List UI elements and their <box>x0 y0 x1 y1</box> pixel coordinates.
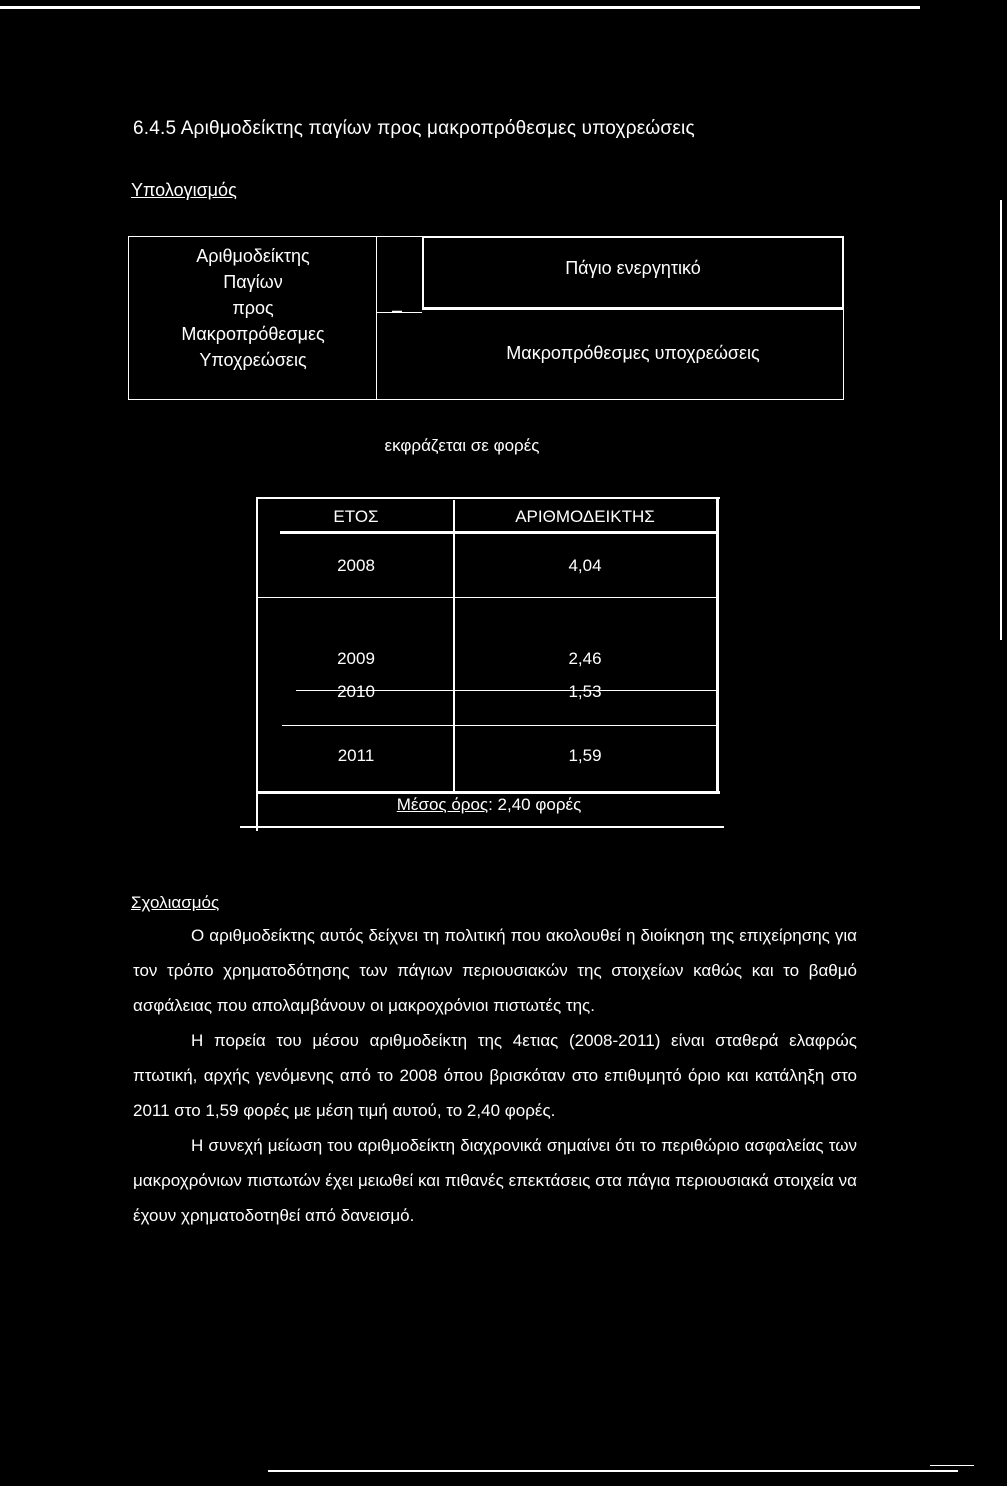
top-border-line <box>0 6 920 9</box>
ratio-name-line: Αριθμοδείκτης <box>196 246 310 266</box>
commentary-paragraph: Η συνεχή μείωση του αριθμοδείκτη διαχρονικά σημαίνει ότι το περιθώριο ασφαλείας των μακροχρόνιων πιστωτών έχει μειωθεί και πιθανές επεκτάσεις στα πάγια περιουσιακά στοιχεία να έχουν χρηματοδοτηθεί από δανεισμό. <box>133 1136 857 1225</box>
table-bottom-line <box>240 826 724 828</box>
average-row <box>258 795 720 815</box>
table-row-line <box>258 791 720 794</box>
commentary-body <box>133 918 857 1233</box>
row-value: 4,04 <box>568 556 602 575</box>
header-year: ΕΤΟΣ <box>333 507 379 526</box>
calculation-subheading: Υπολογισμός <box>131 180 237 200</box>
average-label: Μέσος όρος <box>396 795 489 814</box>
row-year: 2011 <box>337 746 375 765</box>
row-year: 2010 <box>337 682 375 701</box>
section-heading: 6.4.5 Αριθμοδείκτης παγίων προς μακροπρόθεσμες υποχρεώσεις <box>133 118 695 139</box>
commentary-paragraph: Ο αριθμοδείκτης αυτός δείχνει τη πολιτική που ακολουθεί η διοίκηση της επιχείρησης για τον τρόπο χρηματοδότησης των πάγιων περιουσιακών της στοιχείων καθώς και το βαθμό ασφάλειας που απολαμβάνουν οι μακροχρόνιοι πιστωτές της. <box>133 926 857 1015</box>
table-header-line <box>280 531 718 534</box>
expressed-in-text: εκφράζεται σε φορές <box>384 436 540 455</box>
average-value: : 2,40 φορές <box>488 795 582 814</box>
commentary-title: Σχολιασμός <box>131 893 220 912</box>
table-row-line <box>282 725 718 726</box>
row-year: 2009 <box>337 649 375 668</box>
commentary-paragraph: Η πορεία του μέσου αριθμοδείκτη της 4ετιας (2008-2011) είναι σταθερά ελαφρώς πτωτική, αρχής γενόμενης από το 2008 όπου βρισκόταν στο επιθυμητό όριο και κατάληξη στο 2011 στο 1,59 φορές με μέση τιμή αυτού, το 2,40 φορές. <box>133 1031 857 1120</box>
header-ratio: ΑΡΙΘΜΟΔΕΙΚΤΗΣ <box>515 507 655 526</box>
row-year: 2008 <box>337 556 375 575</box>
numerator: Πάγιο ενεργητικό <box>565 258 701 278</box>
ratio-name <box>128 243 378 373</box>
denominator: Μακροπρόθεσμες υποχρεώσεις <box>506 343 760 363</box>
ratio-name-line: Υποχρεώσεις <box>199 350 307 370</box>
row-value: 2,46 <box>568 649 602 668</box>
ratio-name-line: προς <box>232 298 274 318</box>
bottom-right-mark <box>930 1465 974 1466</box>
equals-sign: – <box>392 300 403 320</box>
table-right-line <box>716 497 719 793</box>
row-value: 1,53 <box>568 682 602 701</box>
ratio-name-line: Μακροπρόθεσμες <box>181 324 325 344</box>
right-edge-line <box>1000 200 1002 640</box>
table-top-line <box>256 497 720 499</box>
expressed-in-note <box>0 436 1007 456</box>
bottom-border-line <box>268 1470 958 1472</box>
row-value: 1,59 <box>568 746 602 765</box>
ratio-name-line: Παγίων <box>223 272 283 292</box>
table-row-line <box>258 597 718 598</box>
